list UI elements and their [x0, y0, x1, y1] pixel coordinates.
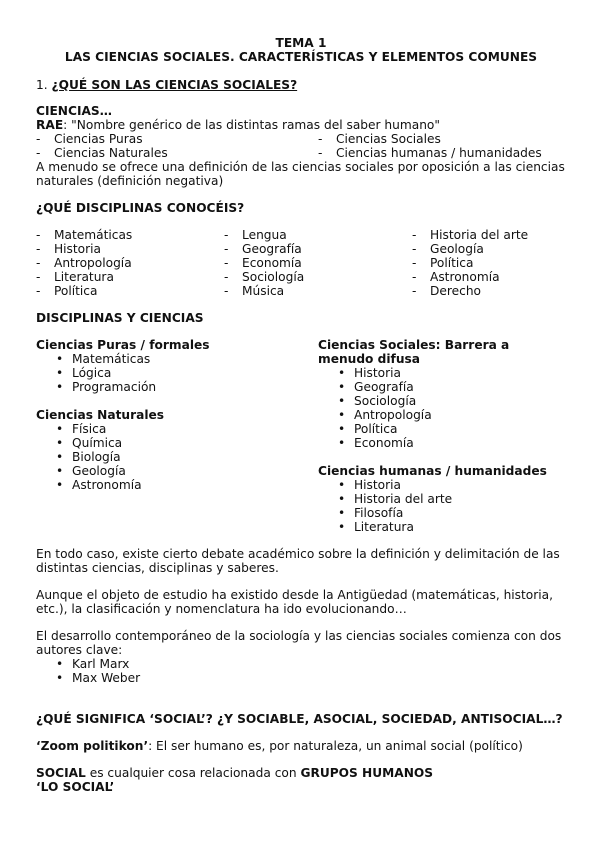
disciplinas-list: [36, 228, 566, 298]
dash: -: [36, 284, 41, 298]
section-1-title: ¿QUÉ SON LAS CIENCIAS SOCIALES?: [51, 78, 298, 92]
disciplinas-col-1: [36, 228, 224, 298]
disciplina-item: Sociología: [242, 270, 305, 284]
dash: -: [412, 228, 417, 242]
disciplinas-col-2: [224, 228, 412, 298]
ciencias-type-item: Ciencias Puras: [54, 132, 143, 146]
dash: -: [224, 256, 229, 270]
list-item: • Historia del arte: [318, 492, 566, 506]
disciplina-item: Música: [242, 284, 285, 298]
puras-list: [36, 352, 318, 394]
rae-text: : "Nombre genérico de las distintas ramas del saber humano": [63, 118, 440, 132]
naturales-heading: Ciencias Naturales: [36, 408, 165, 422]
disciplinas-col-3: [412, 228, 528, 298]
list-item: • Filosofía: [318, 506, 566, 520]
list-item: • Matemáticas: [36, 352, 318, 366]
rae-definition: [36, 118, 566, 132]
ciencias-type-item: Ciencias Naturales: [54, 146, 168, 160]
list-item: • Antropología: [318, 408, 566, 422]
ciencias-types-row-2: [36, 146, 566, 160]
ciencias-types-row-1: [36, 132, 566, 146]
section-1-heading: [36, 78, 566, 92]
rae-label: RAE: [36, 118, 64, 132]
disciplina-item: Antropología: [54, 256, 132, 270]
ciencias-heading: CIENCIAS…: [36, 104, 112, 118]
zoom-politikon-line: [36, 739, 566, 753]
dash: -: [412, 242, 417, 256]
document-title: LAS CIENCIAS SOCIALES. CARACTERÍSTICAS Y ELEMENTOS COMUNES: [64, 50, 538, 64]
disciplinas-ciencias-columns: [36, 338, 566, 534]
dash: -: [318, 132, 323, 146]
sociales-heading-line-2: menudo difusa: [318, 352, 421, 366]
list-item: • Astronomía: [36, 478, 318, 492]
humanas-list: [318, 478, 566, 534]
dash: -: [224, 284, 229, 298]
list-item: • Max Weber: [36, 671, 566, 685]
disciplina-item: Geología: [430, 242, 484, 256]
dash: -: [36, 132, 41, 146]
document-page: [36, 36, 566, 794]
dash: -: [36, 242, 41, 256]
disciplinas-question-heading: ¿QUÉ DISCIPLINAS CONOCÉIS?: [36, 201, 245, 215]
list-item: • Literatura: [318, 520, 566, 534]
puras-heading: Ciencias Puras / formales: [36, 338, 210, 352]
disciplina-item: Historia: [54, 242, 102, 256]
ciencias-type-item: Ciencias Sociales: [336, 132, 441, 146]
list-item: • Historia: [318, 478, 566, 492]
humanas-heading: Ciencias humanas / humanidades: [318, 464, 547, 478]
disciplina-item: Matemáticas: [54, 228, 133, 242]
grupos-humanos: GRUPOS HUMANOS: [300, 766, 434, 780]
disciplina-item: Geografía: [242, 242, 302, 256]
dash: -: [36, 256, 41, 270]
list-item: • Economía: [318, 436, 566, 450]
disciplina-item: Lengua: [242, 228, 287, 242]
ciencias-paragraph: A menudo se ofrece una definición de las ciencias sociales por oposición a las ciencias naturales (definición negativa): [36, 160, 565, 188]
ciencias-type-item: Ciencias humanas / humanidades: [336, 146, 542, 160]
dash: -: [224, 228, 229, 242]
list-item: • Programación: [36, 380, 318, 394]
zoom-politikon-label: ‘Zoom politikon’: [36, 739, 149, 753]
social-text: es cualquier cosa relacionada con: [85, 766, 301, 780]
dash: -: [224, 242, 229, 256]
list-item: • Política: [318, 422, 566, 436]
dash: -: [36, 146, 41, 160]
antiguedad-paragraph: Aunque el objeto de estudio ha existido desde la Antigüedad (matemáticas, historia, etc.), la clasificación y nomenclatura ha ido evolucionando…: [36, 588, 554, 616]
list-item: • Historia: [318, 366, 566, 380]
disciplinas-ciencias-heading: DISCIPLINAS Y CIENCIAS: [36, 311, 204, 325]
right-column: [318, 338, 566, 534]
dash: -: [318, 146, 323, 160]
left-column: [36, 338, 318, 534]
naturales-list: [36, 422, 318, 492]
sociales-heading-line-1: Ciencias Sociales: Barrera a: [318, 338, 510, 352]
disciplina-item: Política: [430, 256, 474, 270]
dash: -: [412, 284, 417, 298]
social-heading: ¿QUÉ SIGNIFICA ‘SOCIAL’? ¿Y SOCIABLE, ASOCIAL, SOCIEDAD, ANTISOCIAL…?: [36, 712, 563, 726]
zoom-politikon-text: : El ser humano es, por naturaleza, un animal social (político): [148, 739, 523, 753]
disciplina-item: Economía: [242, 256, 302, 270]
dash: -: [36, 270, 41, 284]
dash: -: [36, 228, 41, 242]
debate-paragraph: En todo caso, existe cierto debate académico sobre la definición y delimitación de las distintas ciencias, disciplinas y saberes.: [36, 547, 560, 575]
social-definition-line: [36, 766, 566, 780]
disciplina-item: Historia del arte: [430, 228, 529, 242]
social-label: SOCIAL: [36, 766, 86, 780]
disciplina-item: Literatura: [54, 270, 114, 284]
list-item: • Física: [36, 422, 318, 436]
section-1-number: 1.: [36, 78, 48, 92]
list-item: • Biología: [36, 450, 318, 464]
disciplina-item: Política: [54, 284, 98, 298]
disciplina-item: Derecho: [430, 284, 482, 298]
lo-social-label: ‘LO SOCIAL’: [36, 780, 115, 794]
sociales-list: [318, 366, 566, 450]
list-item: • Sociología: [318, 394, 566, 408]
list-item: • Geología: [36, 464, 318, 478]
list-item: • Geografía: [318, 380, 566, 394]
list-item: • Lógica: [36, 366, 318, 380]
autores-list: [36, 657, 566, 685]
dash: -: [412, 256, 417, 270]
dash: -: [224, 270, 229, 284]
list-item: • Karl Marx: [36, 657, 566, 671]
disciplina-item: Astronomía: [430, 270, 500, 284]
list-item: • Química: [36, 436, 318, 450]
tema-label: TEMA 1: [275, 36, 327, 50]
dash: -: [412, 270, 417, 284]
desarrollo-paragraph: El desarrollo contemporáneo de la sociología y las ciencias sociales comienza con dos autores clave:: [36, 629, 562, 657]
